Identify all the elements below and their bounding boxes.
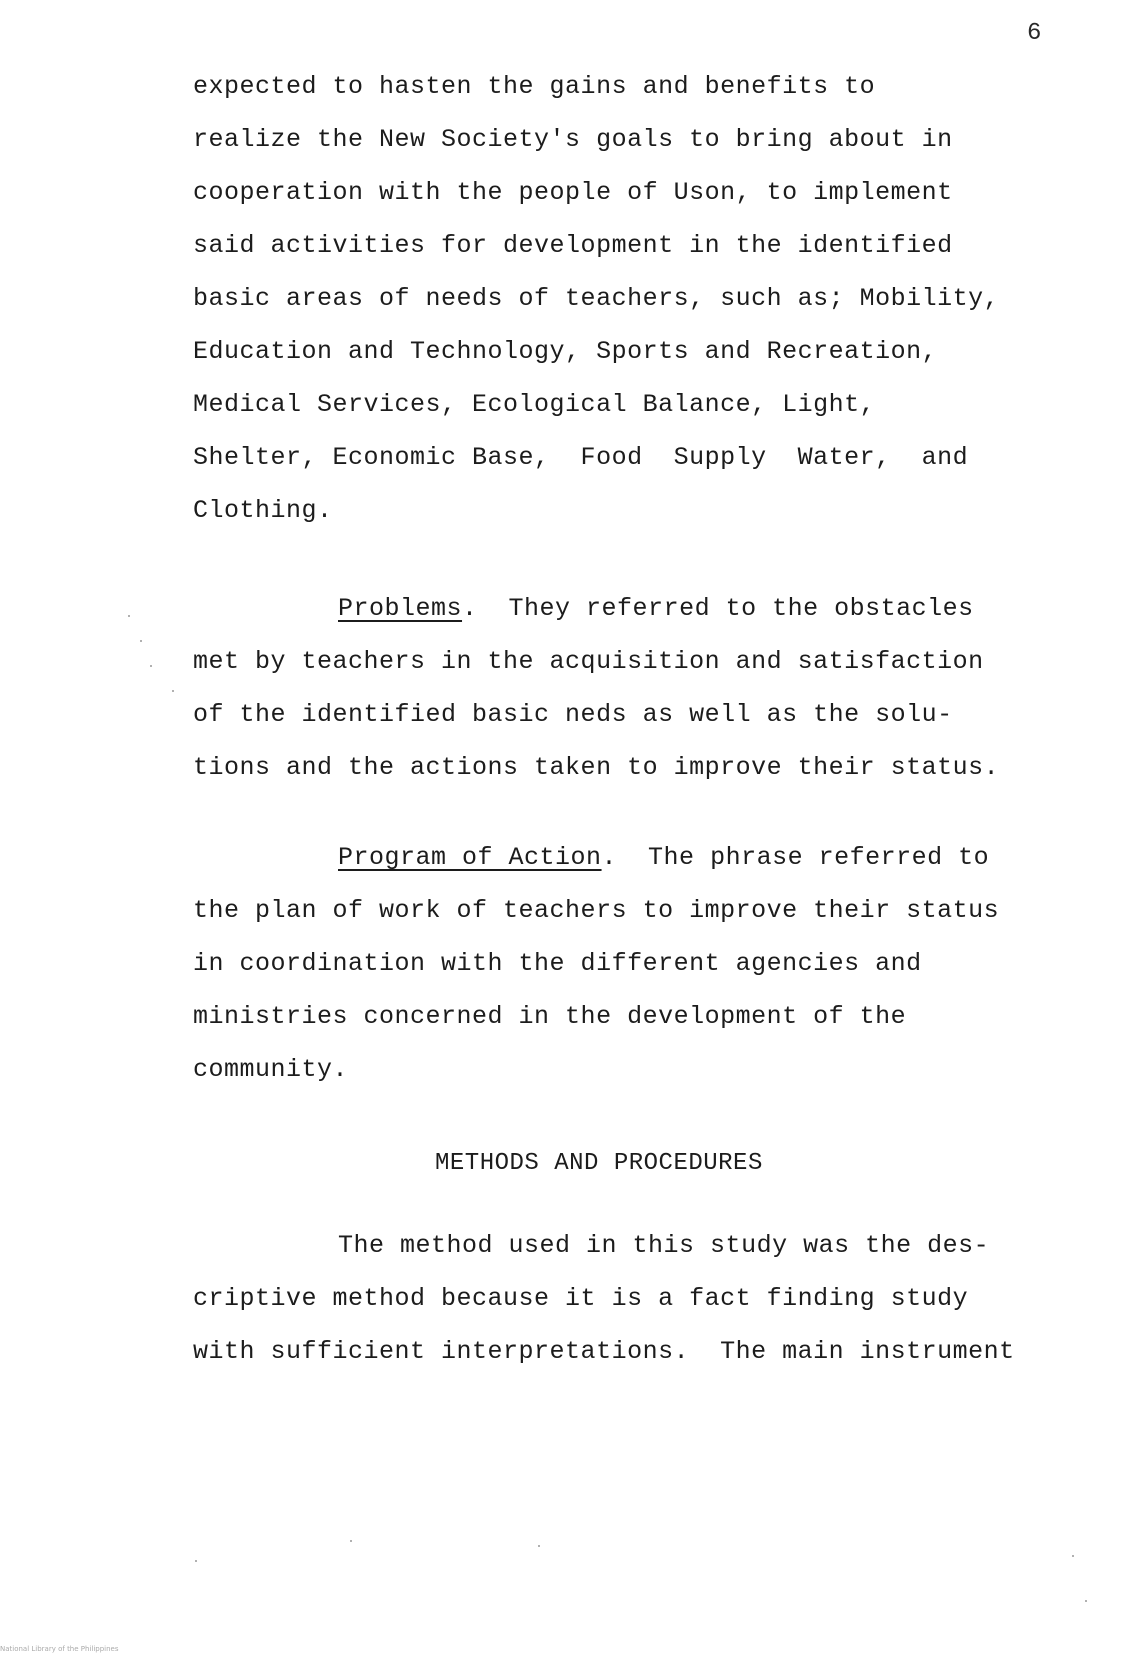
program-term: Program of Action — [338, 843, 602, 872]
paragraph-line: of the identified basic neds as well as the solu- — [193, 700, 953, 729]
paragraph-line: basic areas of needs of teachers, such as; Mobility, — [193, 284, 1000, 313]
paragraph-line: the plan of work of teachers to improve their status — [193, 896, 1000, 925]
paragraph-line: The method used in this study was the des- — [338, 1231, 990, 1260]
page-number: 6 — [1027, 20, 1042, 47]
paragraph-line: with sufficient interpretations. The main instrument — [193, 1337, 1015, 1366]
problems-term: Problems — [338, 594, 463, 623]
paragraph-line: said activities for development in the identified — [193, 231, 953, 260]
paragraph-line: met by teachers in the acquisition and satisfaction — [193, 647, 984, 676]
paragraph-line: cooperation with the people of Uson, to implement — [193, 178, 953, 207]
scan-speck — [150, 665, 152, 667]
paragraph-line: Medical Services, Ecological Balance, Light, — [193, 390, 876, 419]
scan-speck — [1072, 1555, 1074, 1557]
paragraph-line: Education and Technology, Sports and Recreation, — [193, 337, 938, 366]
scan-speck — [195, 1560, 197, 1562]
problems-first-line: . They referred to the obstacles — [462, 594, 974, 623]
scan-speck — [140, 640, 142, 642]
scan-speck — [538, 1545, 540, 1547]
paragraph-line: ministries concerned in the development of the — [193, 1002, 907, 1031]
paragraph-line: expected to hasten the gains and benefits to — [193, 72, 876, 101]
program-first-line: . The phrase referred to — [601, 843, 990, 872]
paragraph-line — [338, 843, 989, 872]
scan-speck — [172, 690, 174, 692]
scan-speck — [1085, 1600, 1087, 1602]
paragraph-line — [338, 594, 974, 623]
paragraph-line: Shelter, Economic Base, Food Supply Water, and — [193, 443, 969, 472]
paragraph-line: realize the New Society's goals to bring about in — [193, 125, 953, 154]
scan-speck — [350, 1540, 352, 1542]
paragraph-line: in coordination with the different agencies and — [193, 949, 922, 978]
paragraph-line: community. — [193, 1055, 349, 1084]
paragraph-line: tions and the actions taken to improve their status. — [193, 753, 1000, 782]
section-heading: METHODS AND PROCEDURES — [435, 1150, 763, 1177]
paragraph-line: criptive method because it is a fact finding study — [193, 1284, 969, 1313]
scan-speck — [128, 615, 130, 617]
footer-watermark: National Library of the Philippines — [0, 1645, 119, 1653]
paragraph-line: Clothing. — [193, 496, 333, 525]
